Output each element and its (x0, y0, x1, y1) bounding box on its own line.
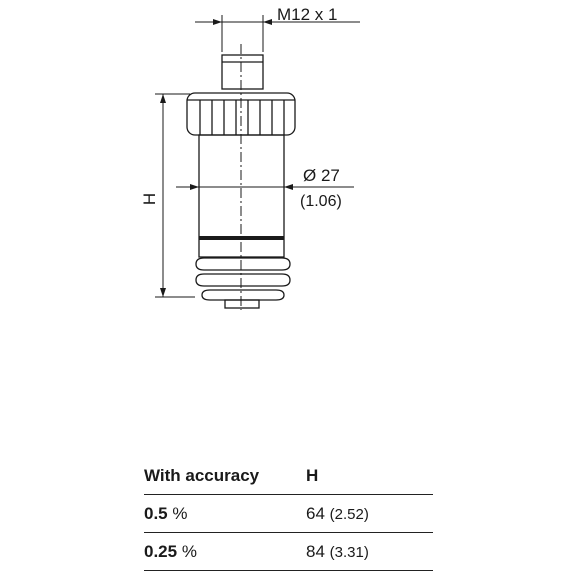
accuracy-header: With accuracy (144, 466, 260, 485)
table-header-row (144, 456, 433, 495)
table-row (144, 495, 433, 533)
cooling-fin-2 (196, 274, 290, 286)
thread-label: M12 x 1 (277, 5, 338, 24)
table-row (144, 533, 433, 571)
accuracy-cell: 0.25 % (144, 542, 197, 561)
accuracy-cell: 0.5 % (144, 504, 188, 523)
height-label: H (140, 192, 159, 206)
accuracy-table (144, 456, 433, 571)
height-cell: 64 (2.52) (306, 504, 369, 523)
cooling-fin-3 (202, 290, 284, 300)
diameter-inch-label: (1.06) (300, 193, 342, 210)
cooling-fin-1 (196, 258, 290, 270)
height-cell: 84 (3.31) (306, 542, 369, 561)
height-header: H (306, 466, 319, 485)
thread-pin (222, 55, 263, 89)
diameter-label: Ø 27 (303, 166, 340, 185)
